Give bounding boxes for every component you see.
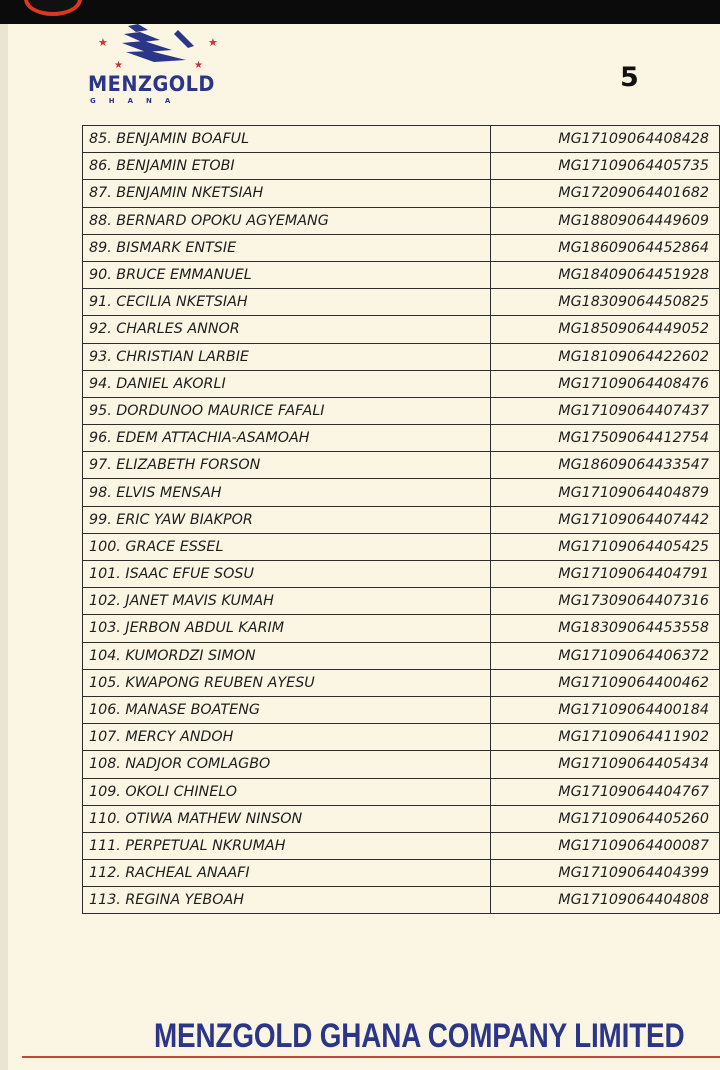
member-code: MG17109064408476 [491,370,720,397]
member-code: MG18509064449052 [491,316,720,343]
svg-text:★: ★ [208,36,218,49]
member-name: 89. BISMARK ENTSIE [83,234,491,261]
member-name: 91. CECILIA NKETSIAH [83,289,491,316]
table-row [83,343,720,370]
member-code: MG17109064407437 [491,397,720,424]
table-row [83,805,720,832]
member-name: 112. RACHEAL ANAAFI [83,860,491,887]
logo-text: MENZGOLD [88,72,215,96]
member-name: 104. KUMORDZI SIMON [83,642,491,669]
member-code: MG17309064407316 [491,588,720,615]
member-name: 87. BENJAMIN NKETSIAH [83,180,491,207]
member-name: 102. JANET MAVIS KUMAH [83,588,491,615]
company-logo [80,24,230,110]
member-name: 113. REGINA YEBOAH [83,887,491,914]
svg-text:★: ★ [114,60,123,71]
table-row [83,588,720,615]
member-name: 88. BERNARD OPOKU AGYEMANG [83,207,491,234]
member-code: MG17109064408428 [491,126,720,153]
footer-rule [22,1056,720,1058]
table-row [83,751,720,778]
table-row [83,207,720,234]
member-code: MG18409064451928 [491,261,720,288]
table-row [83,615,720,642]
member-code: MG17109064405434 [491,751,720,778]
table-row [83,860,720,887]
member-code: MG17109064405260 [491,805,720,832]
member-name: 94. DANIEL AKORLI [83,370,491,397]
member-table [82,125,720,914]
member-code: MG17109064404791 [491,561,720,588]
member-name: 90. BRUCE EMMANUEL [83,261,491,288]
member-name: 93. CHRISTIAN LARBIE [83,343,491,370]
company-name: MENZGOLD GHANA COMPANY LIMITED [154,1017,685,1055]
table-row [83,316,720,343]
member-code: MG17209064401682 [491,180,720,207]
svg-text:★: ★ [98,36,108,49]
member-name: 103. JERBON ABDUL KARIM [83,615,491,642]
table-row [83,506,720,533]
badge-icon [24,0,82,16]
member-code: MG17109064400184 [491,696,720,723]
member-name: 105. KWAPONG REUBEN AYESU [83,669,491,696]
member-name: 110. OTIWA MATHEW NINSON [83,805,491,832]
top-bar [0,0,720,24]
member-code: MG18109064422602 [491,343,720,370]
member-code: MG17509064412754 [491,425,720,452]
member-code: MG17109064404767 [491,778,720,805]
member-name: 85. BENJAMIN BOAFUL [83,126,491,153]
member-name: 92. CHARLES ANNOR [83,316,491,343]
member-name: 106. MANASE BOATENG [83,696,491,723]
member-code: MG18309064453558 [491,615,720,642]
member-code: MG18609064452864 [491,234,720,261]
table-row [83,234,720,261]
member-name: 98. ELVIS MENSAH [83,479,491,506]
table-row [83,479,720,506]
menzgold-logo-icon [90,24,220,78]
logo-subtitle: GHANA [90,97,184,105]
table-row [83,180,720,207]
page-number: 5 [620,62,639,93]
table-row [83,642,720,669]
member-name: 111. PERPETUAL NKRUMAH [83,832,491,859]
table-row [83,561,720,588]
member-name: 99. ERIC YAW BIAKPOR [83,506,491,533]
member-name: 97. ELIZABETH FORSON [83,452,491,479]
table-row [83,126,720,153]
member-code: MG17109064404879 [491,479,720,506]
table-row [83,724,720,751]
member-code: MG18809064449609 [491,207,720,234]
member-name: 108. NADJOR COMLAGBO [83,751,491,778]
table-row [83,696,720,723]
table-row [83,153,720,180]
member-name: 95. DORDUNOO MAURICE FAFALI [83,397,491,424]
member-code: MG17109064400087 [491,832,720,859]
member-code: MG17109064407442 [491,506,720,533]
member-code: MG17109064405735 [491,153,720,180]
member-name: 96. EDEM ATTACHIA-ASAMOAH [83,425,491,452]
table-row [83,370,720,397]
member-code: MG17109064400462 [491,669,720,696]
member-code: MG18309064450825 [491,289,720,316]
table-row [83,397,720,424]
table-row [83,887,720,914]
member-code: MG17109064406372 [491,642,720,669]
table-row [83,261,720,288]
svg-text:★: ★ [194,60,203,71]
page-edge [0,24,8,1070]
table-row [83,832,720,859]
table-row [83,669,720,696]
member-name: 100. GRACE ESSEL [83,533,491,560]
member-code: MG17109064404808 [491,887,720,914]
member-name: 107. MERCY ANDOH [83,724,491,751]
member-code: MG17109064405425 [491,533,720,560]
member-code: MG18609064433547 [491,452,720,479]
member-name: 109. OKOLI CHINELO [83,778,491,805]
table-row [83,533,720,560]
member-code: MG17109064404399 [491,860,720,887]
table-row [83,425,720,452]
table-row [83,452,720,479]
member-name: 86. BENJAMIN ETOBI [83,153,491,180]
table-row [83,778,720,805]
member-name: 101. ISAAC EFUE SOSU [83,561,491,588]
table-row [83,289,720,316]
member-code: MG17109064411902 [491,724,720,751]
